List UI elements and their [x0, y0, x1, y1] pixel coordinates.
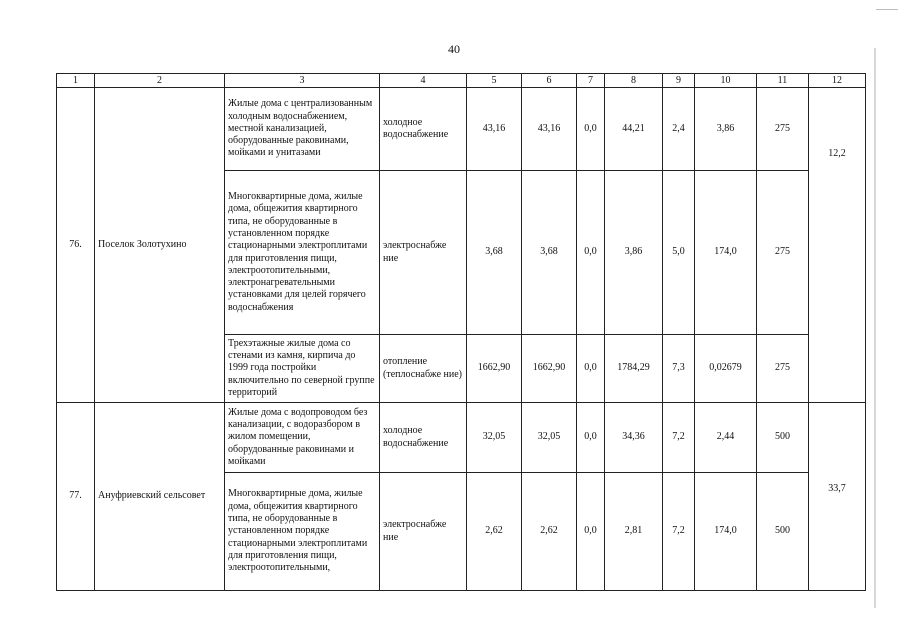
table-row [57, 88, 866, 171]
housing-description: Многоквартирные дома, жилые дома, общежития квартирного типа, не оборудованные в установленном порядке стационарными электроплитами для приготовления пищи, электроотопительными, [225, 473, 380, 591]
value-col11: 275 [757, 88, 809, 171]
value-col6: 43,16 [522, 88, 577, 171]
service-type: холодное водоснабжение [380, 403, 467, 473]
value-col5: 43,16 [467, 88, 522, 171]
value-col9: 7,2 [663, 473, 695, 591]
scan-artifact-top [876, 9, 898, 10]
value-col7: 0,0 [577, 335, 605, 403]
header-cell: 11 [757, 74, 809, 88]
value-col6: 32,05 [522, 403, 577, 473]
header-cell: 9 [663, 74, 695, 88]
value-col7: 0,0 [577, 171, 605, 335]
value-col6: 2,62 [522, 473, 577, 591]
value-col9: 7,2 [663, 403, 695, 473]
header-cell: 12 [809, 74, 866, 88]
value-col8: 44,21 [605, 88, 663, 171]
value-col8: 3,86 [605, 171, 663, 335]
value-col10: 3,86 [695, 88, 757, 171]
value-col5: 3,68 [467, 171, 522, 335]
header-cell: 10 [695, 74, 757, 88]
header-cell: 6 [522, 74, 577, 88]
housing-description: Трехэтажные жилые дома со стенами из камня, кирпича до 1999 года постройки включительно по северной группе территорий [225, 335, 380, 403]
header-cell: 4 [380, 74, 467, 88]
value-col10: 2,44 [695, 403, 757, 473]
value-col9: 7,3 [663, 335, 695, 403]
table-row [57, 403, 866, 473]
header-cell: 8 [605, 74, 663, 88]
value-col10: 174,0 [695, 171, 757, 335]
header-cell: 2 [95, 74, 225, 88]
header-cell: 3 [225, 74, 380, 88]
value-col9: 5,0 [663, 171, 695, 335]
service-type: холодное водоснабжение [380, 88, 467, 171]
header-row [57, 74, 866, 88]
value-col11: 275 [757, 335, 809, 403]
group-total: 33,7 [809, 403, 866, 591]
header-cell: 5 [467, 74, 522, 88]
service-type: отопление (теплоснабже ние) [380, 335, 467, 403]
value-col5: 1662,90 [467, 335, 522, 403]
value-col7: 0,0 [577, 88, 605, 171]
header-cell: 1 [57, 74, 95, 88]
value-col11: 500 [757, 473, 809, 591]
housing-description: Жилые дома с водопроводом без канализации, с водоразбором в жилом помещении, оборудованные раковинами и мойками [225, 403, 380, 473]
settlement-name: Ануфриевский сельсовет [95, 403, 225, 591]
housing-description: Многоквартирные дома, жилые дома, общежития квартирного типа, не оборудованные в установленном порядке стационарными электроплитами для приготовления пищи, электроотопительными, электронагревательными установками для целей горячего водоснабжения [225, 171, 380, 335]
settlement-name: Поселок Золотухино [95, 88, 225, 403]
value-col8: 2,81 [605, 473, 663, 591]
service-type: электроснабже ние [380, 473, 467, 591]
value-col9: 2,4 [663, 88, 695, 171]
housing-description: Жилые дома с централизованным холодным водоснабжением, местной канализацией, оборудованные раковинами, мойками и унитазами [225, 88, 380, 171]
page-number: 40 [448, 42, 460, 56]
header-cell: 7 [577, 74, 605, 88]
row-number: 77. [57, 403, 95, 591]
value-col7: 0,0 [577, 473, 605, 591]
service-type: электроснабже ние [380, 171, 467, 335]
row-number: 76. [57, 88, 95, 403]
value-col11: 500 [757, 403, 809, 473]
value-col8: 34,36 [605, 403, 663, 473]
value-col6: 3,68 [522, 171, 577, 335]
group-total: 12,2 [809, 88, 866, 403]
value-col11: 275 [757, 171, 809, 335]
value-col5: 32,05 [467, 403, 522, 473]
scan-artifact-edge [874, 48, 876, 608]
value-col6: 1662,90 [522, 335, 577, 403]
value-col10: 0,02679 [695, 335, 757, 403]
value-col8: 1784,29 [605, 335, 663, 403]
value-col5: 2,62 [467, 473, 522, 591]
value-col7: 0,0 [577, 403, 605, 473]
tariff-table [56, 73, 866, 591]
value-col10: 174,0 [695, 473, 757, 591]
